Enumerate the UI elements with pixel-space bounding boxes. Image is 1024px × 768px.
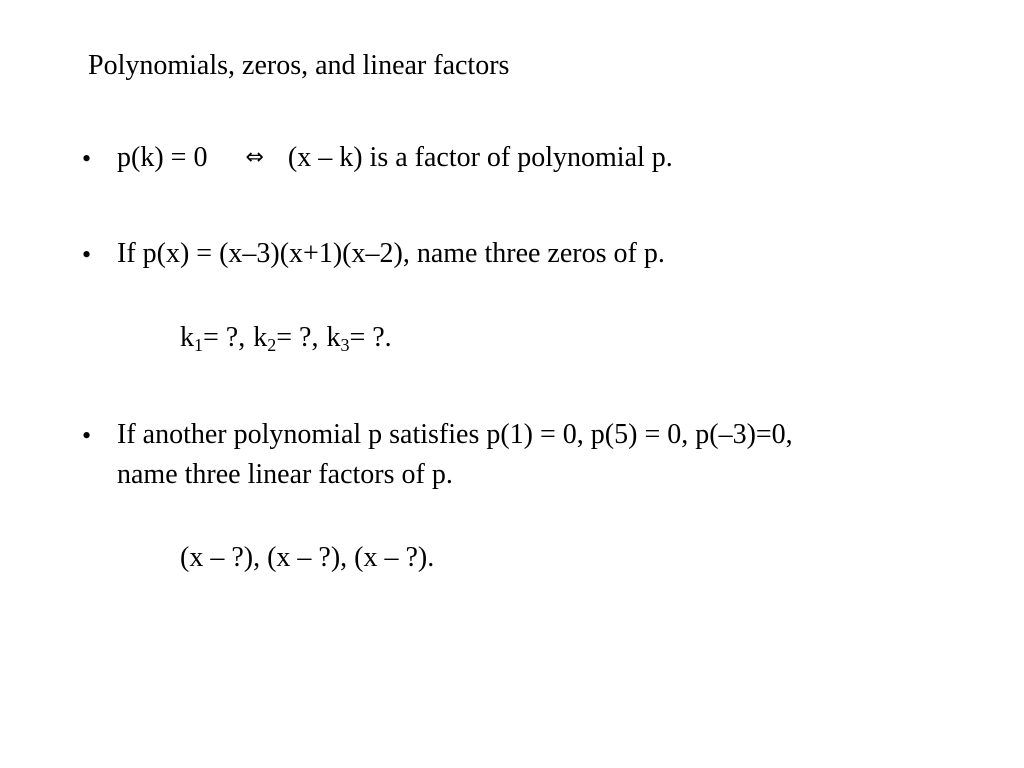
- factors-answer-line: (x – ?), (x – ?), (x – ?).: [180, 542, 435, 573]
- k2-value: = ?,: [276, 322, 319, 353]
- bullet-icon: •: [82, 144, 92, 173]
- iff-arrow-icon: ⇔: [245, 145, 264, 170]
- slide-title: Polynomials, zeros, and linear factors: [88, 50, 510, 81]
- k1-value: = ?,: [203, 322, 246, 353]
- bullet-icon: •: [82, 421, 92, 450]
- zeros-answer-line: $k_1=$ ?, $k_2=$ ?, $k_3=$ ?.: [180, 322, 392, 355]
- bullet-3-line-1: If another polynomial p satisfies p(1) = 0, p(5) = 0, p(–3)=0,: [117, 419, 793, 450]
- k3-value: = ?.: [349, 322, 392, 353]
- bullet-2-text: If p(x) = (x–3)(x+1)(x–2), name three zeros of p.: [117, 238, 665, 269]
- bullet-icon: •: [82, 240, 92, 269]
- bullet-1-lhs: p(k) = 0: [117, 142, 208, 173]
- bullet-3-line-2: name three linear factors of p.: [117, 459, 453, 490]
- bullet-1-rhs: (x – k) is a factor of polynomial p.: [287, 142, 673, 173]
- bullet-1-text: [117, 140, 673, 176]
